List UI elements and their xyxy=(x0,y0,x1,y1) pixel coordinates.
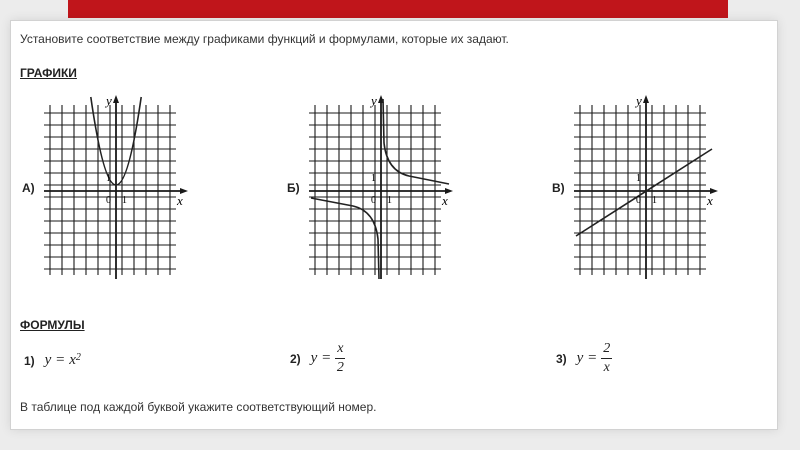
formulas-heading: ФОРМУЛЫ xyxy=(20,318,85,332)
task-text: Установите соответствие между графиками функций и формулами, которые их задают. xyxy=(20,32,509,46)
graph-b xyxy=(309,93,459,283)
y-axis-arrow xyxy=(643,95,649,103)
formula-number: 2) xyxy=(290,351,301,366)
grid xyxy=(44,105,176,275)
y-axis-label: y xyxy=(636,93,642,108)
formula-base: x xyxy=(69,352,76,368)
x-axis-label: x xyxy=(177,193,183,208)
tick-label-x1: 1 xyxy=(387,195,392,206)
header-accent-bar xyxy=(68,0,728,18)
graph-label-a: А) xyxy=(22,181,35,195)
graph-label-b: Б) xyxy=(287,181,300,195)
origin-label: 0 xyxy=(636,195,641,206)
hyperbola-branch-right xyxy=(383,99,449,184)
hyperbola-branch-left xyxy=(311,198,379,279)
axes xyxy=(44,99,184,279)
formula-1 xyxy=(24,352,81,369)
y-axis-arrow xyxy=(113,95,119,103)
tick-label-x1: 1 xyxy=(652,195,657,206)
formula-fraction xyxy=(335,342,345,375)
axes xyxy=(574,99,714,279)
tick-label-x1: 1 xyxy=(122,195,127,206)
formula-exponent: 2 xyxy=(75,352,81,363)
linear-function-line xyxy=(576,149,712,236)
graphs-heading: ГРАФИКИ xyxy=(20,66,77,80)
formula-lhs: y = xyxy=(310,350,332,366)
tick-label-y1: 1 xyxy=(371,173,376,184)
grid xyxy=(309,105,441,275)
tick-label-y1: 1 xyxy=(636,173,641,184)
origin-label: 0 xyxy=(371,195,376,206)
x-axis-label: x xyxy=(707,193,713,208)
formula-number: 1) xyxy=(24,353,35,368)
graph-label-v: В) xyxy=(552,181,565,195)
formula-2 xyxy=(290,342,345,375)
formula-number: 3) xyxy=(556,351,567,366)
formula-lhs: y = xyxy=(44,352,66,368)
y-axis-label: y xyxy=(106,93,112,108)
instruction-text: В таблице под каждой буквой укажите соответствующий номер. xyxy=(20,400,377,414)
formula-lhs: y = xyxy=(576,350,598,366)
formula-fraction xyxy=(601,342,612,375)
graph-a xyxy=(44,93,194,283)
graph-v xyxy=(574,93,724,283)
fraction-denominator: x xyxy=(603,360,610,375)
origin-label: 0 xyxy=(106,195,111,206)
formula-3 xyxy=(556,342,612,375)
fraction-numerator: x xyxy=(335,342,345,359)
grid xyxy=(574,105,706,275)
fraction-numerator: 2 xyxy=(601,342,612,359)
fraction-denominator: 2 xyxy=(336,360,344,375)
tick-label-y1: 1 xyxy=(106,173,111,184)
y-axis-label: y xyxy=(371,93,377,108)
x-axis-label: x xyxy=(442,193,448,208)
